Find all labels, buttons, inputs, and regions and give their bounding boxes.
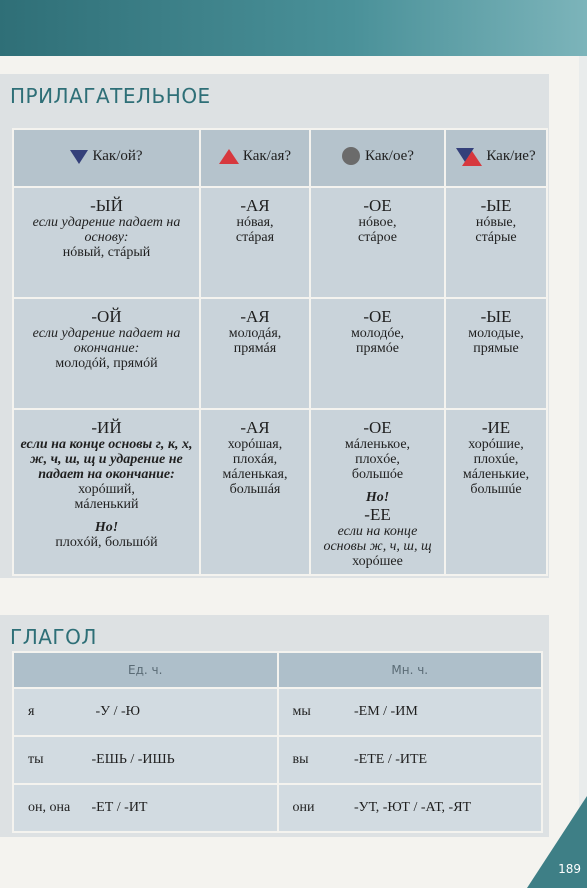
verb-header-row: [13, 652, 542, 688]
singular-cell: он, она -ЕТ / -ИТ: [13, 784, 278, 832]
adjective-header-row: [13, 129, 547, 187]
plural-verb-cell: они -УТ, -ЮТ / -АТ, -ЯТ: [278, 784, 543, 832]
header-plural-verb: Мн. ч.: [278, 652, 543, 688]
triangle-down-icon: [70, 148, 88, 164]
verb-title: ГЛАГОЛ: [10, 625, 97, 649]
plural-cell: -ЫЕ молодые, прямые: [445, 298, 547, 409]
header-masculine: Как/ой?: [13, 129, 200, 187]
fem-cell: -АЯ молодáя, прямáя: [200, 298, 310, 409]
singular-cell: ты -ЕШЬ / -ИШЬ: [13, 736, 278, 784]
verb-row: [13, 784, 542, 832]
plural-verb-cell: мы -ЕМ / -ИМ: [278, 688, 543, 736]
verb-row: [13, 688, 542, 736]
page-edge: [579, 56, 587, 888]
triangles-combined-icon: [456, 146, 482, 166]
masc-cell: -ЫЙ если ударение падает на основу: нóвый, стáрый: [13, 187, 200, 298]
adjective-title: ПРИЛАГАТЕЛЬНОЕ: [10, 84, 211, 108]
triangle-up-icon: [219, 148, 239, 164]
masc-cell: -ОЙ если ударение падает на окончание: молодóй, прямóй: [13, 298, 200, 409]
neut-cell: -ОЕ мáленькое, плохóе, большóе Но! -ЕЕ если на конце основы ж, ч, ш, щ хорóшее: [310, 409, 445, 575]
plural-cell: -ЫЕ нóвые, стáрые: [445, 187, 547, 298]
verb-row: [13, 736, 542, 784]
header-feminine: Как/ая?: [200, 129, 310, 187]
neut-cell: -ОЕ нóвое, стáрое: [310, 187, 445, 298]
page-number: 189: [558, 862, 581, 876]
masc-cell: -ИЙ если на конце основы г, к, х, ж, ч, ш, щ и ударение не падает на окончание: хорóший, мáленький Но! плохóй, большóй: [13, 409, 200, 575]
plural-verb-cell: вы -ЕТЕ / -ИТЕ: [278, 736, 543, 784]
header-neuter: Как/ое?: [310, 129, 445, 187]
circle-icon: [341, 146, 361, 166]
adjective-row: [13, 298, 547, 409]
adjective-table: [12, 128, 548, 576]
adjective-row: [13, 187, 547, 298]
header-plural: Как/ие?: [445, 129, 547, 187]
neut-cell: -ОЕ молодóе, прямóе: [310, 298, 445, 409]
adjective-row: [13, 409, 547, 575]
singular-cell: я -У / -Ю: [13, 688, 278, 736]
fem-cell: -АЯ нóвая, стáрая: [200, 187, 310, 298]
fem-cell: -АЯ хорóшая, плохáя, мáленькая, большáя: [200, 409, 310, 575]
header-singular: Ед. ч.: [13, 652, 278, 688]
verb-table: [12, 651, 543, 833]
header-band: [0, 0, 587, 56]
plural-cell: -ИЕ хорóшие, плохúе, мáленькие, большúе: [445, 409, 547, 575]
